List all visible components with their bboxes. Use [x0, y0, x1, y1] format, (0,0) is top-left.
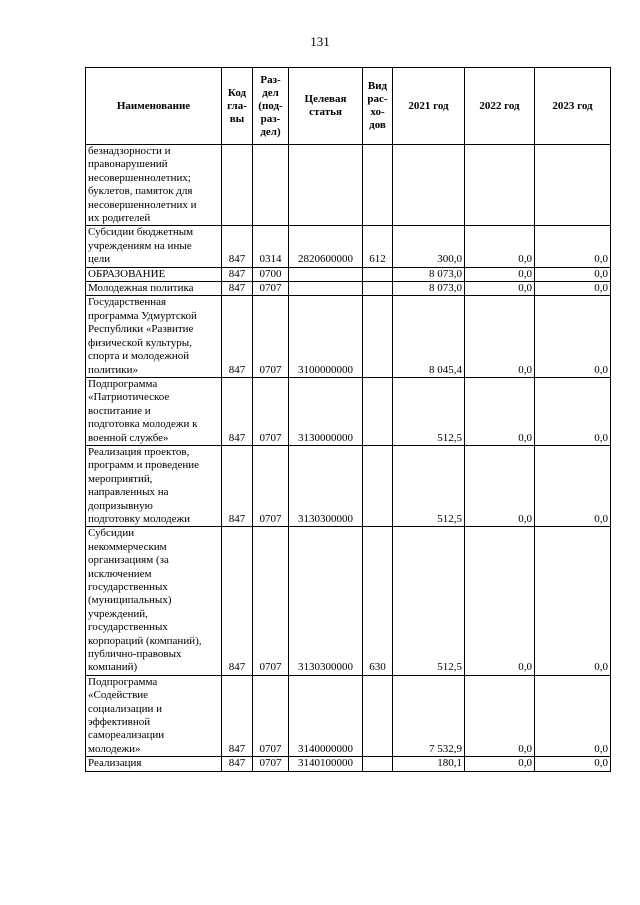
cell-2021: 7 532,9: [393, 675, 465, 756]
cell-glava: 847: [222, 377, 253, 445]
cell-2022: 0,0: [465, 282, 535, 296]
table-header-row: [86, 68, 611, 145]
cell-vid: [363, 282, 393, 296]
cell-2021: 300,0: [393, 226, 465, 267]
cell-vid: [363, 377, 393, 445]
cell-2023: [535, 145, 611, 226]
cell-glava: 847: [222, 226, 253, 267]
cell-glava: [222, 145, 253, 226]
cell-razdel: 0707: [253, 527, 289, 675]
table-row: [86, 527, 611, 675]
cell-vid: [363, 296, 393, 377]
cell-2021: 512,5: [393, 377, 465, 445]
cell-celevaya: 3100000000: [289, 296, 363, 377]
table-row: [86, 296, 611, 377]
header-name: Наименование: [86, 68, 222, 145]
page-number: 131: [310, 34, 330, 49]
header-2022: 2022 год: [465, 68, 535, 145]
cell-celevaya: 3130300000: [289, 527, 363, 675]
header-celevaya: [289, 68, 363, 145]
header-glava-text: Код гла- вы: [227, 86, 247, 125]
header-vid: [363, 68, 393, 145]
table-row: [86, 675, 611, 756]
cell-2021: 8 073,0: [393, 282, 465, 296]
cell-2022: 0,0: [465, 296, 535, 377]
cell-vid: [363, 145, 393, 226]
budget-table: [85, 67, 611, 772]
header-razdel: [253, 68, 289, 145]
cell-2022: 0,0: [465, 527, 535, 675]
cell-celevaya: 3130000000: [289, 377, 363, 445]
cell-vid: [363, 675, 393, 756]
cell-name: Подпрограмма «Содействие социализации и эффективной самореализации молодежи»: [86, 675, 222, 756]
cell-celevaya: 3130300000: [289, 445, 363, 526]
cell-2023: 0,0: [535, 267, 611, 281]
header-2023: 2023 год: [535, 68, 611, 145]
cell-glava: 847: [222, 267, 253, 281]
table-row: [86, 226, 611, 267]
cell-2022: 0,0: [465, 267, 535, 281]
header-razdel-text: Раз- дел (под- раз- дел): [258, 73, 283, 138]
cell-2022: 0,0: [465, 445, 535, 526]
cell-celevaya: 2820600000: [289, 226, 363, 267]
header-celevaya-text: Целевая статья: [304, 93, 347, 118]
header-2021: 2021 год: [393, 68, 465, 145]
cell-razdel: 0314: [253, 226, 289, 267]
cell-name: Субсидии некоммерческим организациям (за исключением государственных (муниципальных) учреждений, государственных корпораций (компаний), публично-правовых компаний): [86, 527, 222, 675]
cell-razdel: 0707: [253, 757, 289, 771]
cell-2021: 8 073,0: [393, 267, 465, 281]
cell-2022: 0,0: [465, 226, 535, 267]
cell-razdel: 0707: [253, 445, 289, 526]
cell-vid: 612: [363, 226, 393, 267]
table-row: [86, 377, 611, 445]
cell-2023: 0,0: [535, 757, 611, 771]
cell-2022: 0,0: [465, 675, 535, 756]
cell-vid: [363, 445, 393, 526]
cell-razdel: [253, 145, 289, 226]
cell-glava: 847: [222, 282, 253, 296]
table-row: [86, 145, 611, 226]
cell-2022: 0,0: [465, 377, 535, 445]
cell-2022: [465, 145, 535, 226]
cell-razdel: 0707: [253, 675, 289, 756]
cell-2021: 180,1: [393, 757, 465, 771]
cell-name: ОБРАЗОВАНИЕ: [86, 267, 222, 281]
cell-2023: 0,0: [535, 445, 611, 526]
cell-2021: 8 045,4: [393, 296, 465, 377]
cell-vid: 630: [363, 527, 393, 675]
cell-name: безнадзорности и правонарушений несовершеннолетних; буклетов, памяток для несовершеннолетних и их родителей: [86, 145, 222, 226]
cell-name: Молодежная политика: [86, 282, 222, 296]
cell-glava: 847: [222, 675, 253, 756]
cell-celevaya: [289, 145, 363, 226]
cell-glava: 847: [222, 527, 253, 675]
cell-glava: 847: [222, 445, 253, 526]
cell-celevaya: [289, 267, 363, 281]
cell-name: Реализация проектов, программ и проведение мероприятий, направленных на допризывную подготовку молодежи: [86, 445, 222, 526]
cell-glava: 847: [222, 296, 253, 377]
cell-2021: [393, 145, 465, 226]
cell-celevaya: [289, 282, 363, 296]
cell-2023: 0,0: [535, 282, 611, 296]
cell-vid: [363, 757, 393, 771]
cell-name: Подпрограмма «Патриотическое воспитание и подготовка молодежи к военной службе»: [86, 377, 222, 445]
cell-name: Реализация: [86, 757, 222, 771]
cell-2022: 0,0: [465, 757, 535, 771]
cell-2023: 0,0: [535, 377, 611, 445]
cell-2023: 0,0: [535, 226, 611, 267]
table-row: [86, 267, 611, 281]
cell-2021: 512,5: [393, 527, 465, 675]
header-vid-text: Вид рас- хо- дов: [367, 80, 388, 131]
cell-razdel: 0707: [253, 282, 289, 296]
cell-celevaya: 3140100000: [289, 757, 363, 771]
cell-vid: [363, 267, 393, 281]
cell-2023: 0,0: [535, 527, 611, 675]
cell-2023: 0,0: [535, 296, 611, 377]
cell-celevaya: 3140000000: [289, 675, 363, 756]
cell-name: Субсидии бюджетным учреждениям на иные цели: [86, 226, 222, 267]
cell-glava: 847: [222, 757, 253, 771]
cell-razdel: 0700: [253, 267, 289, 281]
table-row: [86, 445, 611, 526]
cell-razdel: 0707: [253, 296, 289, 377]
cell-2023: 0,0: [535, 675, 611, 756]
table-row: [86, 282, 611, 296]
cell-razdel: 0707: [253, 377, 289, 445]
cell-name: Государственная программа Удмуртской Республики «Развитие физической культуры, спорта и молодежной политики»: [86, 296, 222, 377]
cell-2021: 512,5: [393, 445, 465, 526]
table-row: [86, 757, 611, 771]
header-glava: [222, 68, 253, 145]
